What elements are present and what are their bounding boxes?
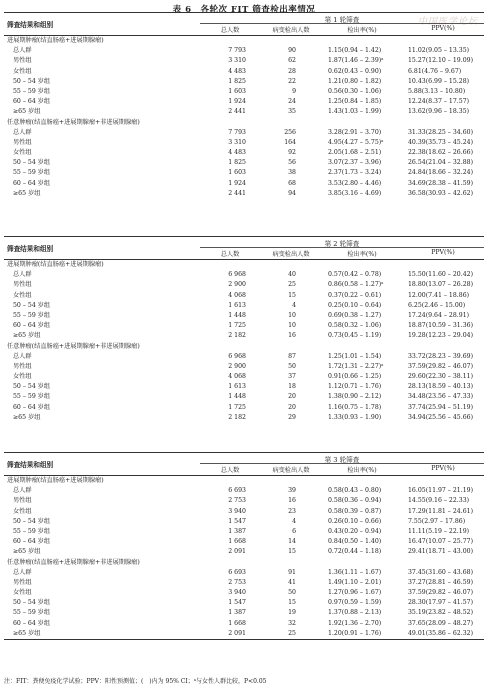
detect-rate-cell: 0.69(0.38 – 1.27) [328,311,382,319]
total-cell: 4 068 [228,291,246,299]
detect-rate-cell: 1.15(0.94 – 1.42) [328,47,382,55]
detect-rate-cell: 0.25(0.10 – 0.64) [328,301,382,309]
table-row [4,527,484,537]
ppv-header: PPV(%) [431,25,455,32]
detect-rate-cell: 0.97(0.59 – 1.59) [328,599,382,607]
total-cell: 1 547 [228,517,246,525]
row-label: 60 – 64 岁组 [13,98,51,106]
row-label: 55 – 59 岁组 [13,311,51,319]
total-cell: 7 793 [228,128,246,136]
detect-rate-cell: 0.91(0.66 – 1.25) [328,373,382,381]
table-row [4,578,484,588]
detect-rate-cell: 1.20(0.91 – 1.76) [328,629,382,637]
table-row [4,372,484,382]
detect-rate-cell: 3.07(2.37 – 3.96) [328,159,382,167]
table-row [4,107,484,117]
cases-cell: 22 [288,77,296,85]
ppv-cell: 19.28(12.23 – 29.04) [408,332,473,340]
total-cell: 2 441 [228,108,246,116]
cases-cell: 14 [288,538,296,546]
table-row [4,301,484,311]
row-label: ≥65 岁组 [13,332,41,340]
row-label: ≥65 岁组 [13,548,41,556]
cases-cell: 15 [288,291,296,299]
total-cell: 1 387 [228,527,246,535]
detect-rate-cell: 1.37(0.88 – 2.13) [328,609,382,617]
total-cell: 1 825 [228,77,246,85]
cases-cell: 15 [288,599,296,607]
table-row [4,352,484,362]
round-title: 第 2 轮筛查 [324,240,360,248]
detect-rate-cell: 1.36(1.11 – 1.67) [328,568,382,576]
ppv-cell: 7.55(2.97 – 17.86) [408,517,466,525]
cases-cell: 87 [288,352,296,360]
total-cell: 3 310 [228,57,246,65]
detect-rate-cell: 0.58(0.43 – 0.80) [328,487,382,495]
detect-rate-cell: 0.72(0.44 – 1.18) [328,548,382,556]
total-cell: 4 483 [228,149,246,157]
total-cell: 1 668 [228,619,246,627]
row-label: 60 – 64 岁组 [13,619,51,627]
ppv-cell: 49.01(35.86 – 62.32) [408,629,473,637]
ppv-cell: 34.69(28.38 – 41.59) [408,179,473,187]
cases-cell: 20 [288,403,296,411]
row-label: 55 – 59 岁组 [13,87,51,95]
ppv-cell: 12.24(8.37 – 17.57) [408,98,470,106]
detect-rate-cell: 1.33(0.93 – 1.90) [328,413,382,421]
row-label: 女性组 [13,373,32,381]
detect-rate-cell: 0.56(0.30 – 1.06) [328,87,382,95]
round-table-1 [4,12,484,199]
ppv-cell: 34.48(23.56 – 47.33) [408,393,473,401]
row-label: 总人群 [13,128,32,136]
cases-cell: 18 [288,383,296,391]
table-row [4,517,484,527]
table-row [4,189,484,199]
screen-result-header: 筛查结果和组别 [7,245,54,253]
total-cell: 1 387 [228,609,246,617]
total-cell: 1 448 [228,311,246,319]
detect-rate-cell: 1.43(1.03 – 1.99) [328,108,382,116]
row-label: ≥65 岁组 [13,629,41,637]
total-cell: 2 900 [228,281,246,289]
ppv-cell: 11.11(5.19 – 22.19) [408,527,470,535]
detect-rate-cell: 2.05(1.68 – 2.51) [328,149,382,157]
ppv-cell: 28.13(18.59 – 40.13) [408,383,473,391]
detect-rate-cell: 1.12(0.71 – 1.76) [328,383,382,391]
cases-cell: 39 [288,487,296,495]
table-row [4,619,484,629]
cases-cell: 24 [288,98,296,106]
table-row [4,280,484,290]
table-row [4,629,484,639]
round-title-rule [200,463,484,464]
row-label: 50 – 54 岁组 [13,159,51,167]
ppv-cell: 24.84(18.66 – 32.24) [408,169,473,177]
detect-rate-cell: 1.25(1.01 – 1.54) [328,352,382,360]
detect-rate-cell: 0.57(0.42 – 0.78) [328,271,382,279]
ppv-cell: 29.41(18.71 – 43.00) [408,548,473,556]
table-row [4,598,484,608]
row-label: 任意肿瘤(结直肠癌+进展期腺瘤+非进展期腺瘤) [7,118,140,126]
detect-rate-cell: 0.37(0.22 – 0.61) [328,291,382,299]
total-cell: 1 825 [228,159,246,167]
ppv-cell: 35.19(23.82 – 48.52) [408,609,473,617]
cases-header: 病变检出人数 [272,251,310,258]
cases-cell: 91 [288,568,296,576]
ppv-cell: 34.94(25.56 – 45.66) [408,413,473,421]
cases-header: 病变检出人数 [272,27,310,34]
ppv-cell: 36.58(30.93 – 42.62) [408,189,473,197]
detect-rate-header: 检出率(%) [347,27,377,34]
detect-rate-cell: 1.16(0.75 – 1.78) [328,403,382,411]
row-label: 50 – 54 岁组 [13,599,51,607]
ppv-cell: 16.47(10.07 – 25.77) [408,538,473,546]
ppv-cell: 15.27(12.10 – 19.09) [408,57,473,65]
round-table-2 [4,236,484,423]
ppv-cell: 16.05(11.97 – 21.19) [408,487,473,495]
ppv-cell: 37.74(25.94 – 51.19) [408,403,473,411]
ppv-header: PPV(%) [431,465,455,472]
group-row [4,260,484,270]
row-label: 55 – 59 岁组 [13,169,51,177]
detect-rate-cell: 0.73(0.45 – 1.19) [328,332,382,340]
row-label: 50 – 54 岁组 [13,517,51,525]
table-row [4,97,484,107]
cases-cell: 35 [288,108,296,116]
row-label: 女性组 [13,67,32,75]
ppv-cell: 18.80(13.07 – 26.28) [408,281,473,289]
detect-rate-cell: 3.85(3.16 – 4.69) [328,189,382,197]
table-row [4,537,484,547]
ppv-cell: 18.87(10.59 – 31.36) [408,322,473,330]
round-title: 第 1 轮筛查 [324,16,360,24]
total-cell: 6 693 [228,568,246,576]
detect-rate-cell: 1.27(0.96 – 1.67) [328,589,382,597]
total-cell: 1 613 [228,383,246,391]
detect-rate-cell: 3.28(2.91 – 3.70) [328,128,382,136]
total-cell: 3 940 [228,507,246,515]
cases-cell: 15 [288,548,296,556]
row-label: 男性组 [13,281,32,289]
detect-rate-cell: 0.58(0.36 – 0.94) [328,497,382,505]
row-label: 50 – 54 岁组 [13,301,51,309]
group-row [4,476,484,486]
detect-rate-cell: 0.58(0.39 – 0.87) [328,507,382,515]
detect-rate-cell: 1.72(1.31 – 2.27)ᵃ [328,362,384,370]
watermark-logo: 中国医学论坛 [417,17,478,27]
ppv-cell: 37.45(31.60 – 43.68) [408,568,473,576]
group-row [4,342,484,352]
table-row [4,311,484,321]
cases-cell: 38 [288,169,296,177]
cases-cell: 25 [288,281,296,289]
total-cell: 7 793 [228,47,246,55]
cases-cell: 50 [288,589,296,597]
table-row [4,56,484,66]
ppv-cell: 28.30(17.97 – 41.57) [408,599,473,607]
table-row [4,138,484,148]
ppv-cell: 5.88(3.13 – 10.80) [408,87,466,95]
row-label: 总人群 [13,352,32,360]
table-row [4,486,484,496]
total-cell: 6 968 [228,352,246,360]
table-header [4,453,484,476]
row-label: 男性组 [13,57,32,65]
cases-cell: 90 [288,47,296,55]
row-label: 男性组 [13,578,32,586]
row-label: ≥65 岁组 [13,413,41,421]
total-cell: 3 940 [228,589,246,597]
row-label: 任意肿瘤(结直肠癌+进展期腺瘤+非进展期腺瘤) [7,342,140,350]
cases-cell: 9 [292,87,296,95]
total-cell: 6 693 [228,487,246,495]
row-label: 55 – 59 岁组 [13,527,51,535]
cases-cell: 92 [288,149,296,157]
total-cell: 1 603 [228,169,246,177]
cases-cell: 37 [288,373,296,381]
cases-cell: 19 [288,609,296,617]
table-row [4,568,484,578]
row-label: 55 – 59 岁组 [13,609,51,617]
table-row [4,77,484,87]
row-label: 总人群 [13,568,32,576]
detect-rate-cell: 1.49(1.10 – 2.01) [328,578,382,586]
total-cell: 2 900 [228,362,246,370]
detect-rate-cell: 1.38(0.90 – 2.12) [328,393,382,401]
table-row [4,362,484,372]
cases-cell: 10 [288,311,296,319]
total-cell: 2 182 [228,413,246,421]
table-row [4,331,484,341]
ppv-cell: 6.81(4.76 – 9.67) [408,67,462,75]
ppv-cell: 11.02(9.05 – 13.35) [408,47,470,55]
cases-cell: 256 [284,128,296,136]
table-bottom-rule [4,639,484,640]
cases-cell: 40 [288,271,296,279]
total-cell: 4 483 [228,67,246,75]
total-cell: 1 547 [228,599,246,607]
ppv-cell: 33.72(28.23 – 39.69) [408,352,473,360]
ppv-cell: 37.65(28.09 – 48.27) [408,619,473,627]
table-row [4,588,484,598]
row-label: 总人群 [13,487,32,495]
row-label: 60 – 64 岁组 [13,322,51,330]
row-label: 女性组 [13,507,32,515]
total-cell: 1 924 [228,98,246,106]
detect-rate-cell: 1.25(0.84 – 1.85) [328,98,382,106]
total-cell: 1 725 [228,322,246,330]
table-row [4,403,484,413]
total-cell: 1 613 [228,301,246,309]
detect-rate-cell: 3.53(2.80 – 4.46) [328,179,382,187]
table-row [4,158,484,168]
table-row [4,608,484,618]
total-cell: 1 668 [228,538,246,546]
ppv-cell: 26.54(21.04 – 32.88) [408,159,473,167]
row-label: 女性组 [13,589,32,597]
ppv-cell: 6.25(2.46 – 15.00) [408,301,466,309]
cases-cell: 28 [288,67,296,75]
row-label: 男性组 [13,497,32,505]
cases-cell: 4 [292,517,296,525]
cases-cell: 50 [288,362,296,370]
ppv-cell: 40.39(35.73 – 45.24) [408,138,473,146]
table-row [4,128,484,138]
detect-rate-cell: 1.87(1.46 – 2.39)ᵃ [328,57,384,65]
row-label: 55 – 59 岁组 [13,393,51,401]
total-header: 总人数 [220,467,240,474]
table-row [4,291,484,301]
total-cell: 4 068 [228,373,246,381]
table-row [4,46,484,56]
table-header [4,13,484,36]
row-label: 女性组 [13,291,32,299]
detect-rate-cell: 0.43(0.20 – 0.94) [328,527,382,535]
screen-result-header: 筛查结果和组别 [7,21,54,29]
row-label: 任意肿瘤(结直肠癌+进展期腺瘤+非进展期腺瘤) [7,558,140,566]
table-row [4,67,484,77]
ppv-cell: 17.24(9.64 – 28.91) [408,311,470,319]
ppv-cell: 17.29(11.81 – 24.61) [408,507,473,515]
detect-rate-cell: 1.92(1.36 – 2.70) [328,619,382,627]
total-header: 总人数 [220,27,240,34]
table-row [4,148,484,158]
screen-result-header: 筛查结果和组别 [7,461,54,469]
ppv-cell: 12.00(7.41 – 18.86) [408,291,470,299]
detect-rate-cell: 0.62(0.43 – 0.90) [328,67,382,75]
ppv-cell: 15.50(11.60 – 20.42) [408,271,473,279]
detect-rate-header: 检出率(%) [347,467,377,474]
cases-cell: 62 [288,57,296,65]
cases-cell: 4 [292,301,296,309]
detect-rate-cell: 4.95(4.27 – 5.75)ᵃ [328,138,384,146]
row-label: 女性组 [13,149,32,157]
row-label: 总人群 [13,47,32,55]
table-row [4,392,484,402]
ppv-cell: 37.59(29.82 – 46.07) [408,362,473,370]
total-cell: 2 753 [228,578,246,586]
total-cell: 1 448 [228,393,246,401]
round-title-rule [200,247,484,248]
row-label: 60 – 64 岁组 [13,403,51,411]
total-cell: 1 603 [228,87,246,95]
row-label: 男性组 [13,138,32,146]
row-label: 60 – 64 岁组 [13,538,51,546]
table-title: 表 6 各轮次 FIT 筛查检出率情况 [172,5,316,15]
cases-header: 病变检出人数 [272,467,310,474]
cases-cell: 41 [288,578,296,586]
cases-cell: 29 [288,413,296,421]
round-table-3 [4,452,484,640]
total-cell: 2 182 [228,332,246,340]
row-label: 50 – 54 岁组 [13,77,51,85]
total-cell: 1 924 [228,179,246,187]
group-row [4,36,484,46]
row-label: ≥65 岁组 [13,108,41,116]
group-row [4,558,484,568]
row-label: 男性组 [13,362,32,370]
row-label: 60 – 64 岁组 [13,179,51,187]
table-row [4,270,484,280]
cases-cell: 94 [288,189,296,197]
cases-cell: 25 [288,629,296,637]
cases-cell: 20 [288,393,296,401]
ppv-cell: 14.55(9.16 – 22.33) [408,497,470,505]
total-cell: 1 725 [228,403,246,411]
cases-cell: 6 [292,527,296,535]
total-cell: 3 310 [228,138,246,146]
ppv-cell: 22.38(18.62 – 26.66) [408,149,473,157]
row-label: 50 – 54 岁组 [13,383,51,391]
row-label: 进展期肿瘤(结直肠癌+进展期腺瘤) [7,37,104,44]
table-row [4,321,484,331]
ppv-cell: 37.59(29.82 – 46.07) [408,589,473,597]
row-label: ≥65 岁组 [13,189,41,197]
table-row [4,496,484,506]
cases-cell: 56 [288,159,296,167]
ppv-cell: 13.62(9.96 – 18.35) [408,108,470,116]
cases-cell: 32 [288,619,296,627]
detect-rate-cell: 0.26(0.10 – 0.66) [328,517,382,525]
total-header: 总人数 [220,251,240,258]
row-label: 总人群 [13,271,32,279]
ppv-cell: 10.43(6.99 – 15.28) [408,77,470,85]
detect-rate-cell: 2.37(1.73 – 3.24) [328,169,382,177]
table-footnote: 注：FIT：粪便免疫化学试验；PPV：阳性预测值；( )内为 95% CI；ᵃ与女性人群比较，P<0.05 [4,678,267,685]
detect-rate-header: 检出率(%) [347,251,377,258]
table-row [4,168,484,178]
table-header [4,237,484,260]
table-row [4,87,484,97]
total-cell: 6 968 [228,271,246,279]
table-row [4,382,484,392]
total-cell: 2 091 [228,548,246,556]
cases-cell: 16 [288,332,296,340]
ppv-cell: 31.33(28.25 – 34.60) [408,128,473,136]
ppv-header: PPV(%) [431,249,455,256]
detect-rate-cell: 0.84(0.50 – 1.40) [328,538,382,546]
ppv-cell: 37.27(28.81 – 46.59) [408,578,473,586]
group-row [4,118,484,128]
total-cell: 2 753 [228,497,246,505]
total-cell: 2 091 [228,629,246,637]
cases-cell: 16 [288,497,296,505]
row-label: 进展期肿瘤(结直肠癌+进展期腺瘤) [7,261,104,268]
cases-cell: 68 [288,179,296,187]
table-row [4,507,484,517]
detect-rate-cell: 0.58(0.32 – 1.06) [328,322,382,330]
total-cell: 2 441 [228,189,246,197]
detect-rate-cell: 0.86(0.58 – 1.27)ᵃ [328,281,384,289]
ppv-cell: 29.60(22.30 – 38.11) [408,373,473,381]
cases-cell: 10 [288,322,296,330]
table-row [4,547,484,557]
cases-cell: 23 [288,507,296,515]
detect-rate-cell: 1.21(0.80 – 1.82) [328,77,382,85]
round-title: 第 3 轮筛查 [324,456,360,464]
table-row [4,413,484,423]
table-row [4,179,484,189]
round-title-rule [200,23,484,24]
cases-cell: 164 [284,138,296,146]
row-label: 进展期肿瘤(结直肠癌+进展期腺瘤) [7,477,104,484]
